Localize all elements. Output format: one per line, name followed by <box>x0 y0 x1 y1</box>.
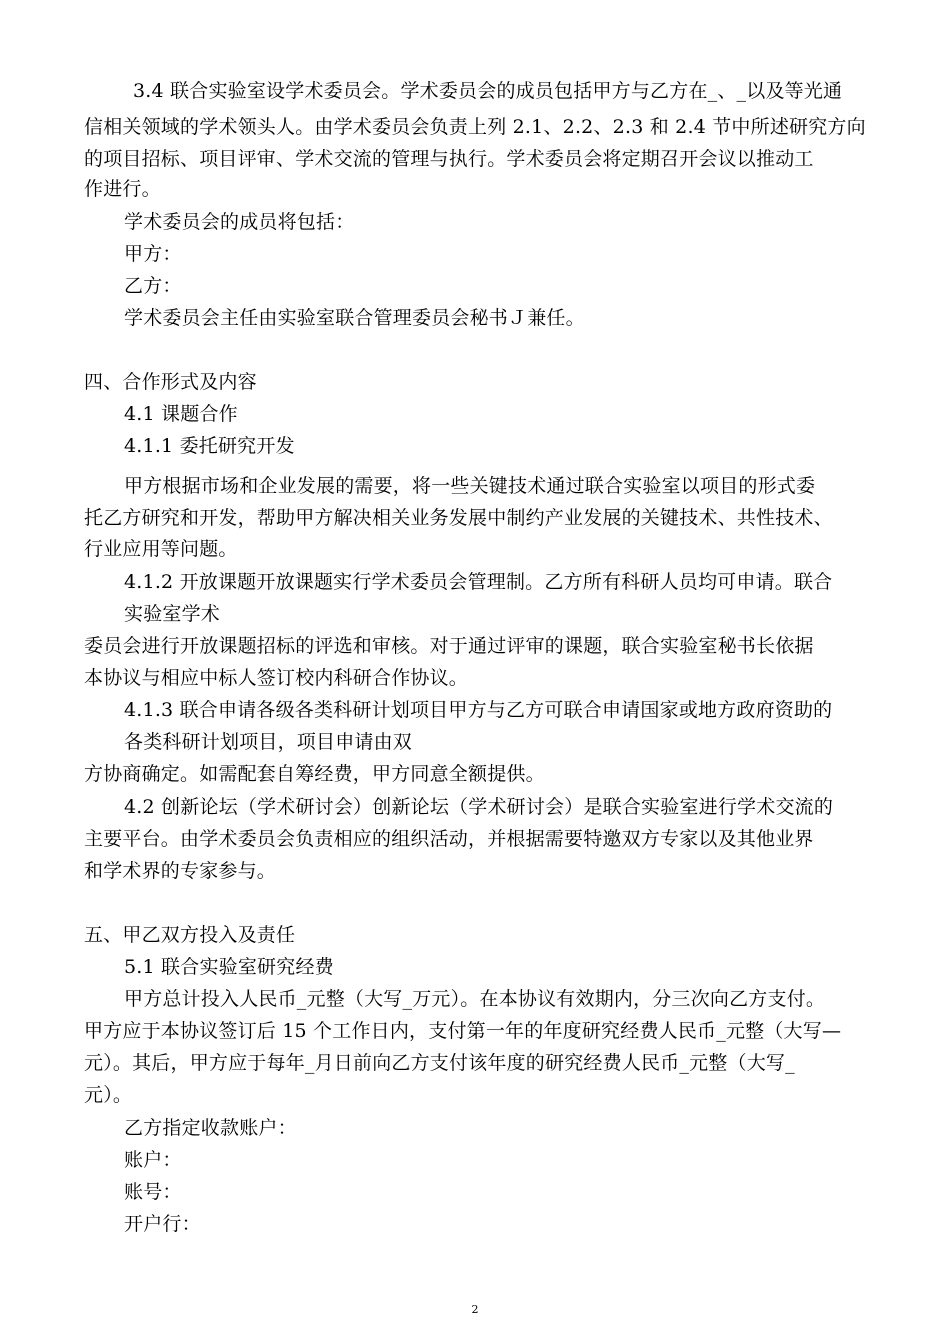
paragraph-4-2-line: 主要平台。由学术委员会负责相应的组织活动，并根据需要特邀双方专家以及其他业界 <box>84 828 814 850</box>
payee-account-intro: 乙方指定收款账户： <box>124 1117 297 1139</box>
paragraph-3-4-line: 3.4 联合实验室设学术委员会。学术委员会的成员包括甲方与乙方在_、_以及等光通 <box>133 80 843 102</box>
subsection-5-1-heading: 5.1 联合实验室研究经费 <box>124 956 334 978</box>
paragraph-3-4-line: 信相关领域的学术领头人。由学术委员会负责上列 2.1、2.2、2.3 和 2.4 节中所述研究方向 <box>84 116 866 138</box>
account-name-label: 账户： <box>124 1149 182 1171</box>
section-5-heading: 五、甲乙双方投入及责任 <box>84 924 296 946</box>
paragraph-4-1-2-line: 4.1.2 开放课题开放课题实行学术委员会管理制。乙方所有科研人员均可申请。联合 <box>124 571 833 593</box>
subsection-4-1-heading: 4.1 课题合作 <box>124 403 238 425</box>
subsection-4-1-1-heading: 4.1.1 委托研究开发 <box>124 435 295 457</box>
committee-members-intro: 学术委员会的成员将包括： <box>124 211 355 233</box>
paragraph-4-1-3-line: 方协商确定。如需配套自筹经费，甲方同意全额提供。 <box>84 763 545 785</box>
paragraph-4-1-1-line: 托乙方研究和开发，帮助甲方解决相关业务发展中制约产业发展的关键技术、共性技术、 <box>84 507 833 529</box>
account-number-label: 账号： <box>124 1181 182 1203</box>
section-4-heading: 四、合作形式及内容 <box>84 371 257 393</box>
paragraph-4-1-1-line: 甲方根据市场和企业发展的需要，将一些关键技术通过联合实验室以项目的形式委 <box>124 475 816 497</box>
party-b-label: 乙方： <box>124 275 182 297</box>
paragraph-4-1-2-line: 实验室学术 <box>124 603 221 625</box>
committee-chair-text: 学术委员会主任由实验室联合管理委员会秘书Ｊ兼任。 <box>124 307 585 329</box>
paragraph-4-2-line: 和学术界的专家参与。 <box>84 860 277 882</box>
paragraph-5-1-line: 甲方总计投入人民币_元整（大写_万元）。在本协议有效期内，分三次向乙方支付。 <box>124 988 826 1010</box>
paragraph-3-4-line: 作进行。 <box>84 178 161 200</box>
paragraph-5-1-line: 甲方应于本协议签订后 15 个工作日内，支付第一年的年度研究经费人民币_元整（大写— <box>84 1020 842 1042</box>
page-number: 2 <box>471 1303 479 1316</box>
paragraph-4-1-3-line: 各类科研计划项目，项目申请由双 <box>124 731 413 753</box>
paragraph-3-4-line: 的项目招标、项目评审、学术交流的管理与执行。学术委员会将定期召开会议以推动工 <box>84 148 814 170</box>
paragraph-4-1-2-line: 本协议与相应中标人签订校内科研合作协议。 <box>84 667 469 689</box>
paragraph-4-2-line: 4.2 创新论坛（学术研讨会）创新论坛（学术研讨会）是联合实验室进行学术交流的 <box>124 796 834 818</box>
paragraph-5-1-line: 元）。其后，甲方应于每年_月日前向乙方支付该年度的研究经费人民币_元整（大写_ <box>84 1052 795 1074</box>
paragraph-4-1-1-line: 行业应用等问题。 <box>84 538 238 560</box>
bank-label: 开户行： <box>124 1213 201 1235</box>
party-a-label: 甲方： <box>124 243 182 265</box>
paragraph-4-1-3-line: 4.1.3 联合申请各级各类科研计划项目甲方与乙方可联合申请国家或地方政府资助的 <box>124 699 833 721</box>
paragraph-4-1-2-line: 委员会进行开放课题招标的评选和审核。对于通过评审的课题，联合实验室秘书长依据 <box>84 635 814 657</box>
paragraph-5-1-line: 元）。 <box>84 1084 133 1106</box>
